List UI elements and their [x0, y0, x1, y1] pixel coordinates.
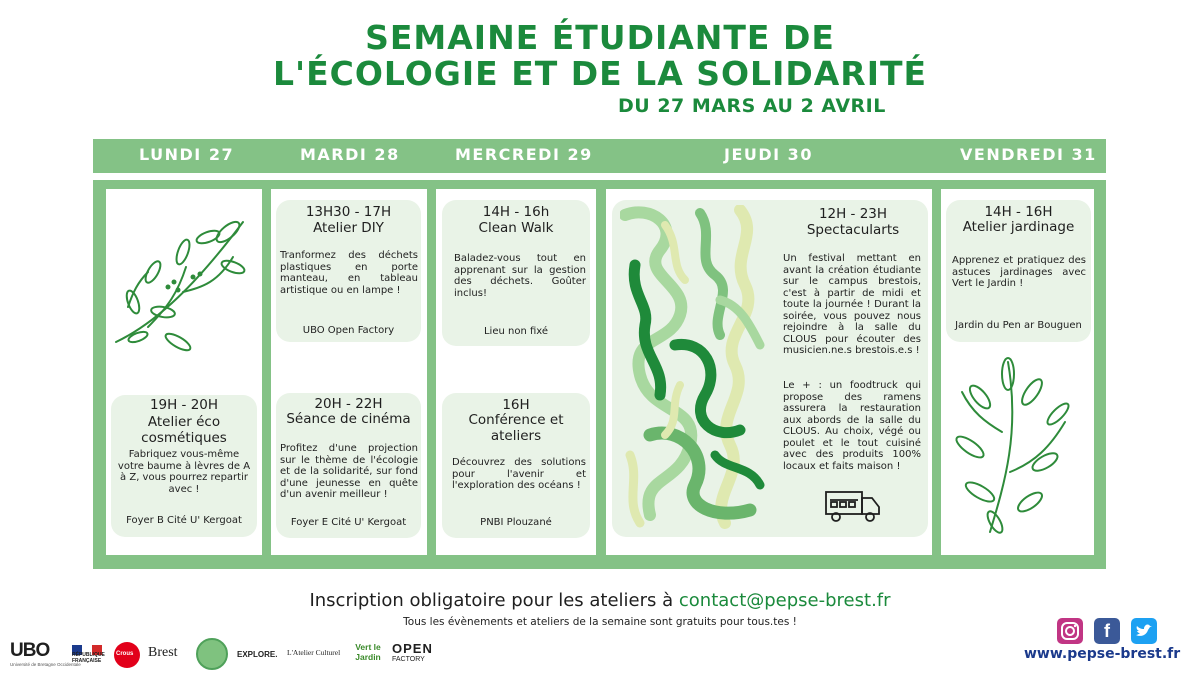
- inscription-text: Inscription obligatoire pour les ateliers à: [309, 590, 674, 611]
- day-vendredi: VENDREDI 31: [960, 145, 1097, 164]
- event-time-spectaculararts: 12H - 23H: [818, 206, 888, 222]
- vert-le-jardin-logo: Vert le Jardin: [355, 642, 381, 662]
- explore-logo: EXPLORE.: [237, 650, 278, 659]
- inscription-notice: [0, 590, 1200, 611]
- page-title-line2: L'ÉCOLOGIE ET DE LA SOLIDARITÉ: [272, 54, 928, 93]
- event-time: 20H - 22H: [314, 396, 383, 412]
- event-description: Profitez d'une projection sur le thème de l'écologie et de la solidarité, sur fond d'une jeunesse en quête d'un avenir meilleur !: [280, 443, 418, 500]
- contact-email-link[interactable]: contact@pepse-brest.fr: [678, 590, 891, 611]
- event-card-seance-cinema: [276, 393, 421, 538]
- free-events-note: Tous les évènements et ateliers de la semaine sont gratuits pour tous.tes !: [403, 616, 797, 628]
- leaf-branch-illustration-right: [950, 352, 1080, 537]
- republique-francaise-logo: RÉPUBLIQUE FRANÇAISE: [72, 652, 105, 664]
- day-jeudi: JEUDI 30: [724, 145, 813, 164]
- event-card-clean-walk: [442, 200, 590, 346]
- event-title: Séance de cinéma: [286, 411, 411, 427]
- event-time: 14H - 16H: [984, 204, 1053, 220]
- facebook-icon[interactable]: f: [1094, 618, 1120, 644]
- leaf-branch-illustration-left: [108, 212, 258, 362]
- event-location: Foyer B Cité U' Kergoat: [126, 515, 242, 526]
- event-card-atelier-diy: [276, 200, 421, 342]
- event-time: 13H30 - 17H: [305, 204, 392, 220]
- event-title: Clean Walk: [478, 220, 554, 236]
- event-location: Lieu non fixé: [483, 326, 549, 337]
- day-mardi: MARDI 28: [300, 145, 400, 164]
- website-url-link[interactable]: www.pepse-brest.fr: [1024, 646, 1181, 662]
- crous-logo: Crous: [116, 651, 134, 657]
- event-card-eco-cosmetiques: [111, 395, 257, 537]
- ubo-logo-subtitle: Université de Bretagne Occidentale: [10, 662, 81, 667]
- atelier-culturel-logo: L'Atelier Culturel: [287, 648, 341, 657]
- abstract-maze-illustration: [620, 205, 770, 530]
- french-flag-icon: [72, 640, 102, 650]
- event-description: Baladez-vous tout en apprenant sur la gestion des déchets. Goûter inclus!: [454, 253, 586, 299]
- brest-logo: Brest: [148, 645, 178, 660]
- event-title-line1: Atelier éco: [147, 414, 221, 430]
- event-description-part2: Le + : un foodtruck qui propose des ramens assurera la restauration aux abords de la salle du CLOUS. Au choix, végé ou poulet et le tout cuisiné avec des produits 100% locaux et faits maison !: [783, 380, 921, 472]
- event-description: Apprenez et pratiquez des astuces jardinages avec Vert le Jardin !: [952, 255, 1086, 289]
- day-mercredi: MERCREDI 29: [455, 145, 593, 164]
- pepse-logo: [196, 638, 228, 670]
- event-title: Atelier jardinage: [962, 219, 1075, 235]
- instagram-icon[interactable]: [1057, 618, 1083, 644]
- event-title-line2: ateliers: [490, 428, 542, 444]
- event-title-line2: cosmétiques: [141, 430, 227, 446]
- event-location: Jardin du Pen ar Bouguen: [955, 320, 1082, 331]
- event-location: PNBI Plouzané: [480, 517, 552, 528]
- event-title-spectaculararts: Spectacularts: [806, 222, 900, 238]
- event-time: 16H: [502, 397, 530, 413]
- event-description: Découvrez des solutions pour l'avenir et l'exploration des océans !: [452, 457, 586, 491]
- event-description: Tranformez des déchets plastiques en porte manteau, en tableau artistique ou en lampe !: [280, 250, 418, 296]
- open-factory-logo-sub: FACTORY: [392, 656, 425, 663]
- page-title-line1: SEMAINE ÉTUDIANTE DE: [365, 18, 835, 57]
- day-lundi: LUNDI 27: [139, 145, 235, 164]
- event-title-line1: Conférence et: [468, 412, 564, 428]
- ubo-logo: UBO: [10, 640, 50, 661]
- food-truck-icon: [824, 488, 882, 524]
- event-time: 19H - 20H: [149, 397, 219, 413]
- event-time: 14H - 16h: [482, 204, 550, 220]
- event-location: Foyer E Cité U' Kergoat: [290, 517, 407, 528]
- open-factory-logo: OPEN: [392, 641, 433, 656]
- event-dates: DU 27 MARS AU 2 AVRIL: [618, 95, 886, 117]
- event-card-conference-ateliers: [442, 393, 590, 538]
- twitter-icon[interactable]: [1131, 618, 1157, 644]
- event-location: UBO Open Factory: [302, 325, 395, 336]
- event-description: Fabriquez vous-même votre baume à lèvres de A à Z, vous pourrez repartir avec !: [117, 449, 251, 495]
- event-title: Atelier DIY: [313, 220, 384, 236]
- day-header-band: [93, 139, 1106, 173]
- event-card-atelier-jardinage: [946, 200, 1091, 342]
- event-description-part1: Un festival mettant en avant la création étudiante sur le campus brestois, c'est à partir de midi et toute la journée ! Durant la soirée, vous pouvez nous rejoindre à la salle du CLOUS pour écouter des musicien.ne.s brestois.e.s !: [783, 253, 921, 356]
